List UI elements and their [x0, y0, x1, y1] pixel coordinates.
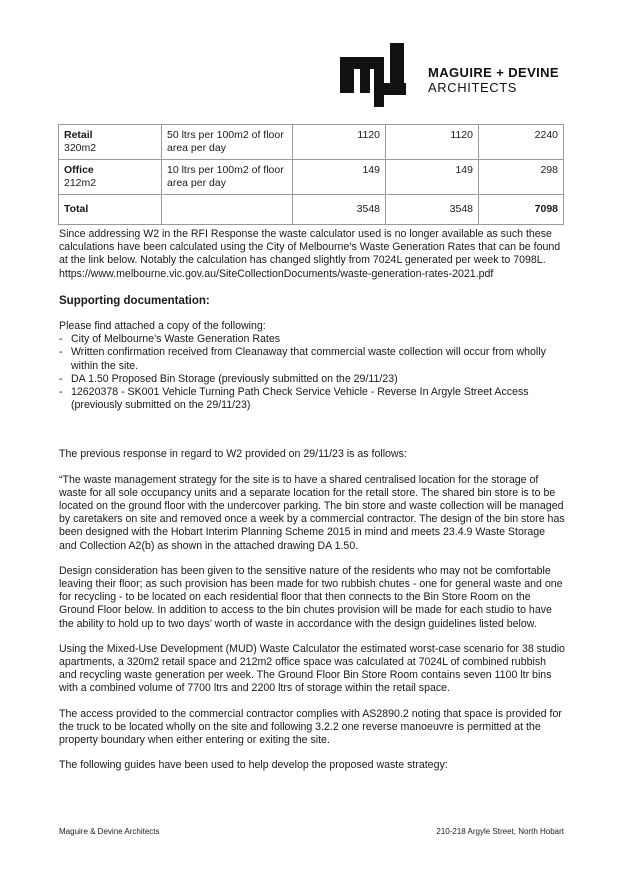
- row-area: 320m2: [64, 142, 97, 154]
- row-name: Office: [64, 164, 94, 176]
- rate-cell: 10 ltrs per 100m2 of floor area per day: [162, 160, 293, 195]
- list-item: - City of Melbourne’s Waste Generation Rates: [59, 333, 565, 346]
- footer: [59, 827, 564, 836]
- value-cell: 2240: [479, 125, 564, 160]
- value-cell: 298: [479, 160, 564, 195]
- table-row-total: [59, 195, 564, 225]
- attached-intro: Please find attached a copy of the following:: [59, 320, 266, 333]
- value-cell: 1120: [293, 125, 386, 160]
- paragraph: Using the Mixed-Use Development (MUD) Waste Calculator the estimated worst-case scenario for 38 studio apartments, a 320m2 retail space and 212m2 office space was calculated at 7024L of combined rubbish and recycling waste generation per week. The Ground Floor Bin Store Room contains seven 1100 ltr bins with a combined volume of 7700 ltrs and 2200 ltrs of storage within the retail space.: [59, 642, 565, 695]
- value-cell: 149: [293, 160, 386, 195]
- firm-subtitle: ARCHITECTS: [428, 80, 518, 95]
- row-name: Retail: [64, 129, 93, 141]
- table-cell: [59, 125, 162, 160]
- total-value-cell: 7098: [479, 195, 564, 225]
- rate-cell: [162, 195, 293, 225]
- list-item: - DA 1.50 Proposed Bin Storage (previously submitted on the 29/11/23): [59, 373, 565, 386]
- footer-address: 210-218 Argyle Street, North Hobart: [436, 827, 564, 836]
- footer-firm: Maguire & Devine Architects: [59, 827, 160, 836]
- value-cell: 3548: [293, 195, 386, 225]
- table-row: [59, 160, 564, 195]
- firm-name: MAGUIRE + DEVINE: [428, 65, 560, 80]
- mnd-logo-icon: [340, 43, 414, 107]
- intro-paragraph: Since addressing W2 in the RFI Response the waste calculator used is no longer available as such these calculations have been calculated using the City of Melbourne’s Waste Generation Rates that can be found at the link below. Notably the calculation has changed slightly from 7024L generated per week to 7098L.: [59, 228, 561, 267]
- paragraph: The access provided to the commercial contractor complies with AS2890.2 noting that space is provided for the truck to be located wholly on the site and following 3.2.2 one reverse manoeuvre is permitted at the property boundary when either entering or exiting the site.: [59, 707, 562, 747]
- table-cell: [59, 160, 162, 195]
- table-cell: [59, 195, 162, 225]
- row-name: Total: [64, 203, 89, 215]
- waste-table: [58, 124, 564, 225]
- table-row: [59, 125, 564, 160]
- rate-cell: 50 ltrs per 100m2 of floor area per day: [162, 125, 293, 160]
- supporting-heading: Supporting documentation:: [59, 294, 210, 307]
- previous-intro: The previous response in regard to W2 provided on 29/11/23 is as follows:: [59, 448, 407, 461]
- value-cell: 3548: [386, 195, 479, 225]
- row-area: 212m2: [64, 177, 97, 189]
- paragraph: The following guides have been used to help develop the proposed waste strategy:: [59, 759, 448, 772]
- documents-list: [59, 333, 565, 412]
- body-text: [59, 228, 565, 773]
- value-cell: 149: [386, 160, 479, 195]
- list-item: - Written confirmation received from Cleanaway that commercial waste collection will occur from wholly within the site.: [59, 346, 565, 372]
- list-item: - 12620378 - SK001 Vehicle Turning Path Check Service Vehicle - Reverse In Argyle Street Access (previously submitted on the 29/11/23): [59, 386, 565, 412]
- value-cell: 1120: [386, 125, 479, 160]
- paragraph: “The waste management strategy for the site is to have a shared centralised location for the storage of waste for all sole occupancy units and a separate location for the retail store. The shared bin store is to be located on the ground floor with the undercover parking. The bin store and waste collection will be managed by caretakers on site and removed once a week by a commercial contractor. The design of the bin store has been designed with the Hobart Interim Planning Scheme 2015 in mind and meets 23.4.9 Waste Storage and Collection A2(b) as shown in the attached drawing DA 1.50.: [59, 473, 565, 552]
- paragraph: Design consideration has been given to the sensitive nature of the residents who may not be comfortable leaving their floor; as such provision has been made for two rubbish chutes - one for general waste and one for recycling - to be located on each residential floor that then connects to the Bin Store Room on the Ground Floor below. In addition to access to the bin chutes provision will be made for each studio to have the ability to hold up to two days’ worth of waste in accordance with the design guidelines listed below.: [59, 564, 563, 630]
- source-link[interactable]: https://www.melbourne.vic.gov.au/SiteCollectionDocuments/waste-generation-rates-2021.pdf: [59, 267, 494, 280]
- firm-brand: [428, 66, 559, 94]
